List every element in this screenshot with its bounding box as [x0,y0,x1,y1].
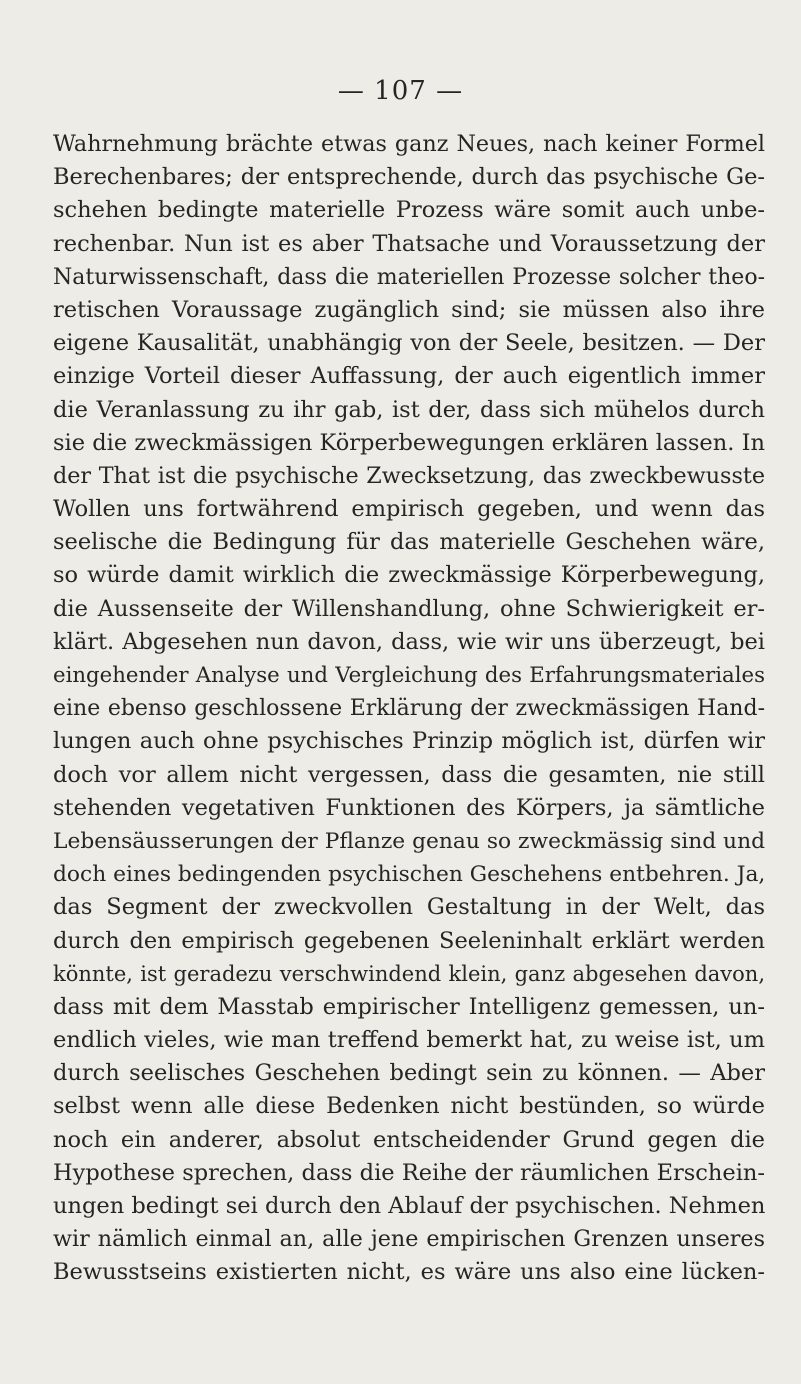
text-line: wir nämlich einmal an, alle jene empirischen Grenzen unseres [53,1226,765,1253]
text-line: doch eines bedingenden psychischen Geschehens entbehren. Ja, [53,862,765,888]
text-line: rechenbar. Nun ist es aber Thatsache und Voraussetzung der [53,230,765,257]
text-line: das Segment der zweckvollen Gestaltung in der Welt, das [53,894,765,921]
text-line: stehenden vegetativen Funktionen des Körpers, ja sämtliche [53,794,765,821]
text-line: einzige Vorteil dieser Auffassung, der auch eigentlich immer [53,363,765,390]
text-line: durch seelisches Geschehen bedingt sein zu können. — Aber [53,1060,765,1087]
text-line: eingehender Analyse und Vergleichung des Erfahrungsmateriales [53,663,765,688]
text-line: eigene Kausalität, unabhängig von der Seele, besitzen. — Der [53,330,765,357]
text-line: lungen auch ohne psychisches Prinzip möglich ist, dürfen wir [53,728,765,755]
text-line: könnte, ist geradezu verschwindend klein, ganz abgesehen davon, [53,961,765,986]
text-line: der That ist die psychische Zwecksetzung, das zweckbewusste [53,462,765,489]
text-line: Wollen uns fortwährend empirisch gegeben, und wenn das [53,496,765,523]
text-line: klärt. Abgesehen nun davon, dass, wie wir uns überzeugt, bei [53,628,765,655]
body-text [53,128,765,1290]
text-line: Berechenbares; der entsprechende, durch das psychische Ge- [53,164,765,191]
text-line: ungen bedingt sei durch den Ablauf der psychischen. Nehmen [53,1193,765,1219]
text-line: selbst wenn alle diese Bedenken nicht bestünden, so würde [53,1093,765,1120]
page-number: — 107 — [337,76,464,106]
text-line: seelische die Bedingung für das materielle Geschehen wäre, [53,529,765,556]
text-line: Hypothese sprechen, dass die Reihe der räumlichen Erschein- [53,1159,765,1186]
text-line: Bewusstseins existierten nicht, es wäre uns also eine lücken- [53,1259,765,1286]
text-line: eine ebenso geschlossene Erklärung der zweckmässigen Hand- [53,696,765,722]
text-line: durch den empirisch gegebenen Seeleninhalt erklärt werden [53,927,765,954]
text-line: Lebensäusserungen der Pflanze genau so zweckmässig sind und [53,828,765,854]
text-line: Naturwissenschaft, dass die materiellen Prozesse solcher theo- [53,264,765,290]
text-line: dass mit dem Masstab empirischer Intelligenz gemessen, un- [53,993,765,1020]
text-line: retischen Voraussage zugänglich sind; sie müssen also ihre [53,296,765,323]
text-line: so würde damit wirklich die zweckmässige Körperbewegung, [53,562,765,589]
text-line: doch vor allem nicht vergessen, dass die gesamten, nie still [53,761,765,788]
text-line: die Veranlassung zu ihr gab, ist der, dass sich mühelos durch [53,396,765,423]
text-line: die Aussenseite der Willenshandlung, ohne Schwierigkeit er- [53,595,765,622]
text-line: sie die zweckmässigen Körperbewegungen erklären lassen. In [53,429,765,456]
text-line: schehen bedingte materielle Prozess wäre somit auch unbe- [53,197,765,224]
text-line: Wahrnehmung brächte etwas ganz Neues, nach keiner Formel [53,131,765,157]
text-line: endlich vieles, wie man treffend bemerkt hat, zu weise ist, um [53,1027,765,1054]
text-line: noch ein anderer, absolut entscheidender Grund gegen die [53,1126,765,1153]
